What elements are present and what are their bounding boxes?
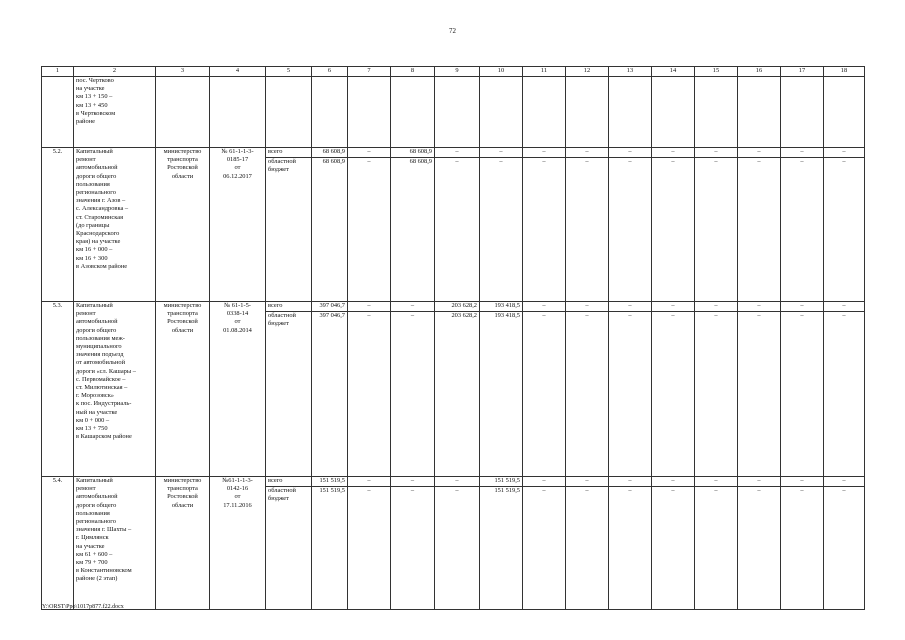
cell-executor: министерство транспорта Ростовской области bbox=[156, 148, 210, 302]
cell-value: – bbox=[609, 487, 652, 610]
cell-value: 151 519,5 bbox=[312, 477, 348, 487]
column-header: 10 bbox=[480, 67, 523, 77]
cell-value: – bbox=[609, 148, 652, 158]
cell-value: – bbox=[652, 477, 695, 487]
cell-value: 68 608,9 bbox=[312, 148, 348, 158]
cell-value: – bbox=[824, 158, 865, 302]
cell-value: – bbox=[391, 312, 435, 477]
column-header: 11 bbox=[523, 67, 566, 77]
page-number: 72 bbox=[449, 27, 456, 35]
cell-value: – bbox=[652, 148, 695, 158]
cell-document: № 61-1-1-3- 0185-17 от 06.12.2017 bbox=[210, 148, 266, 302]
cell-value: 68 608,9 bbox=[312, 158, 348, 302]
cell-value: 68 608,9 bbox=[391, 158, 435, 302]
cell-value: – bbox=[781, 312, 824, 477]
cell-description: Капитальный ремонт автомобильной дороги общего пользования меж- муниципального значения подъезд от автомобильной дороги «сл. Кашары – с. Первомайское – ст. Милютинская – г. Морозовск» к пос. Индустриаль- ный на участке км 0 + 000 – км 13 + 750 в Кашарском районе bbox=[74, 302, 156, 477]
column-header: 12 bbox=[566, 67, 609, 77]
cell-num: 5.4. bbox=[42, 477, 74, 610]
cell-value: – bbox=[523, 477, 566, 487]
cell-value: 397 046,7 bbox=[312, 312, 348, 477]
cell-value: – bbox=[435, 487, 480, 610]
column-header: 18 bbox=[824, 67, 865, 77]
cell-value: – bbox=[824, 312, 865, 477]
cell-description: пос. Чертково на участке км 13 + 150 – км 13 + 450 в Чертковском районе bbox=[74, 77, 156, 148]
cell-value: – bbox=[391, 477, 435, 487]
column-header: 13 bbox=[609, 67, 652, 77]
column-header: 1 bbox=[42, 67, 74, 77]
cell-value: – bbox=[781, 158, 824, 302]
cell-value: – bbox=[652, 312, 695, 477]
cell-value: 203 628,2 bbox=[435, 302, 480, 312]
cell-document: № 61-1-5- 0338-14 от 01.08.2014 bbox=[210, 302, 266, 477]
column-header: 3 bbox=[156, 67, 210, 77]
cell-value: – bbox=[695, 302, 738, 312]
column-header: 6 bbox=[312, 67, 348, 77]
cell-value: 203 628,2 bbox=[435, 312, 480, 477]
cell-funding-source: областной бюджет bbox=[266, 158, 312, 302]
cell-funding-source: всего bbox=[266, 302, 312, 312]
cell-value: 151 519,5 bbox=[480, 477, 523, 487]
cell-value: – bbox=[781, 487, 824, 610]
cell-value: – bbox=[609, 302, 652, 312]
cell-value: – bbox=[695, 158, 738, 302]
column-header: 7 bbox=[348, 67, 391, 77]
cell-value: – bbox=[435, 477, 480, 487]
cell-value: – bbox=[566, 312, 609, 477]
cell-value: – bbox=[566, 148, 609, 158]
cell-value: – bbox=[348, 302, 391, 312]
cell-value: 151 519,5 bbox=[312, 487, 348, 610]
cell-value: – bbox=[781, 302, 824, 312]
column-header: 2 bbox=[74, 67, 156, 77]
cell-value: – bbox=[523, 148, 566, 158]
continued-row bbox=[42, 77, 865, 148]
cell-value: – bbox=[391, 302, 435, 312]
cell-value: – bbox=[609, 158, 652, 302]
cell-value: – bbox=[435, 158, 480, 302]
table-row bbox=[42, 302, 865, 312]
cell-value: – bbox=[480, 148, 523, 158]
cell-document: №61-1-1-3- 0142-16 от 17.11.2016 bbox=[210, 477, 266, 610]
cell-description: Капитальный ремонт автомобильной дороги общего пользования регионального значения г. Шахты – г. Цимлянск на участке км 61 + 600 – км 79 + 700 в Константиновском районе (2 этап) bbox=[74, 477, 156, 610]
column-header: 5 bbox=[266, 67, 312, 77]
cell-value: – bbox=[566, 487, 609, 610]
cell-value: – bbox=[609, 312, 652, 477]
program-table bbox=[41, 66, 865, 610]
cell-value: – bbox=[824, 302, 865, 312]
cell-value: – bbox=[738, 158, 781, 302]
cell-value: – bbox=[738, 312, 781, 477]
cell-value: – bbox=[695, 148, 738, 158]
cell-value: – bbox=[348, 477, 391, 487]
column-header: 16 bbox=[738, 67, 781, 77]
cell-value: – bbox=[652, 302, 695, 312]
column-header: 14 bbox=[652, 67, 695, 77]
cell-num bbox=[42, 77, 74, 148]
cell-value: – bbox=[695, 477, 738, 487]
cell-value: 151 519,5 bbox=[480, 487, 523, 610]
column-header: 15 bbox=[695, 67, 738, 77]
cell-value: – bbox=[523, 302, 566, 312]
cell-funding-source: всего bbox=[266, 477, 312, 487]
cell-value: 193 418,5 bbox=[480, 312, 523, 477]
table-row bbox=[42, 477, 865, 487]
cell-value: – bbox=[523, 312, 566, 477]
cell-value: – bbox=[695, 312, 738, 477]
cell-funding-source: областной бюджет bbox=[266, 312, 312, 477]
cell-value: – bbox=[652, 487, 695, 610]
column-header: 9 bbox=[435, 67, 480, 77]
column-header: 4 bbox=[210, 67, 266, 77]
cell-value: – bbox=[348, 487, 391, 610]
column-header: 8 bbox=[391, 67, 435, 77]
cell-value: – bbox=[391, 487, 435, 610]
cell-executor: министерство транспорта Ростовской области bbox=[156, 302, 210, 477]
column-header: 17 bbox=[781, 67, 824, 77]
cell-value: – bbox=[738, 477, 781, 487]
cell-funding-source: всего bbox=[266, 148, 312, 158]
cell-executor: министерство транспорта Ростовской области bbox=[156, 477, 210, 610]
cell-value: 397 046,7 bbox=[312, 302, 348, 312]
cell-num: 5.3. bbox=[42, 302, 74, 477]
cell-value: – bbox=[348, 312, 391, 477]
cell-value: – bbox=[738, 148, 781, 158]
footer-path: Y:\ORST\Ppo\1017p877.f22.docx bbox=[42, 604, 124, 610]
cell-value: – bbox=[523, 487, 566, 610]
cell-value: – bbox=[435, 148, 480, 158]
cell-value: – bbox=[348, 148, 391, 158]
cell-value: – bbox=[652, 158, 695, 302]
table-row bbox=[42, 148, 865, 158]
cell-value: – bbox=[824, 477, 865, 487]
cell-value: – bbox=[609, 477, 652, 487]
header-row bbox=[42, 67, 865, 77]
cell-num: 5.2. bbox=[42, 148, 74, 302]
cell-value: – bbox=[781, 477, 824, 487]
cell-value: – bbox=[480, 158, 523, 302]
cell-value: – bbox=[348, 158, 391, 302]
cell-value: – bbox=[738, 302, 781, 312]
cell-value: – bbox=[824, 487, 865, 610]
cell-value: – bbox=[523, 158, 566, 302]
cell-value: – bbox=[566, 302, 609, 312]
cell-description: Капитальный ремонт автомобильной дороги общего пользования регионального значения г. Азов – с. Александровка – ст. Староминская (до границы Краснодарского края) на участке км 16 + 000 – км 16 + 300 в Азовском районе bbox=[74, 148, 156, 302]
cell-value: 193 418,5 bbox=[480, 302, 523, 312]
cell-value: – bbox=[824, 148, 865, 158]
cell-value: – bbox=[738, 487, 781, 610]
cell-value: – bbox=[781, 148, 824, 158]
cell-value: 68 608,9 bbox=[391, 148, 435, 158]
cell-value: – bbox=[566, 158, 609, 302]
cell-funding-source: областной бюджет bbox=[266, 487, 312, 610]
cell-value: – bbox=[566, 477, 609, 487]
cell-value: – bbox=[695, 487, 738, 610]
